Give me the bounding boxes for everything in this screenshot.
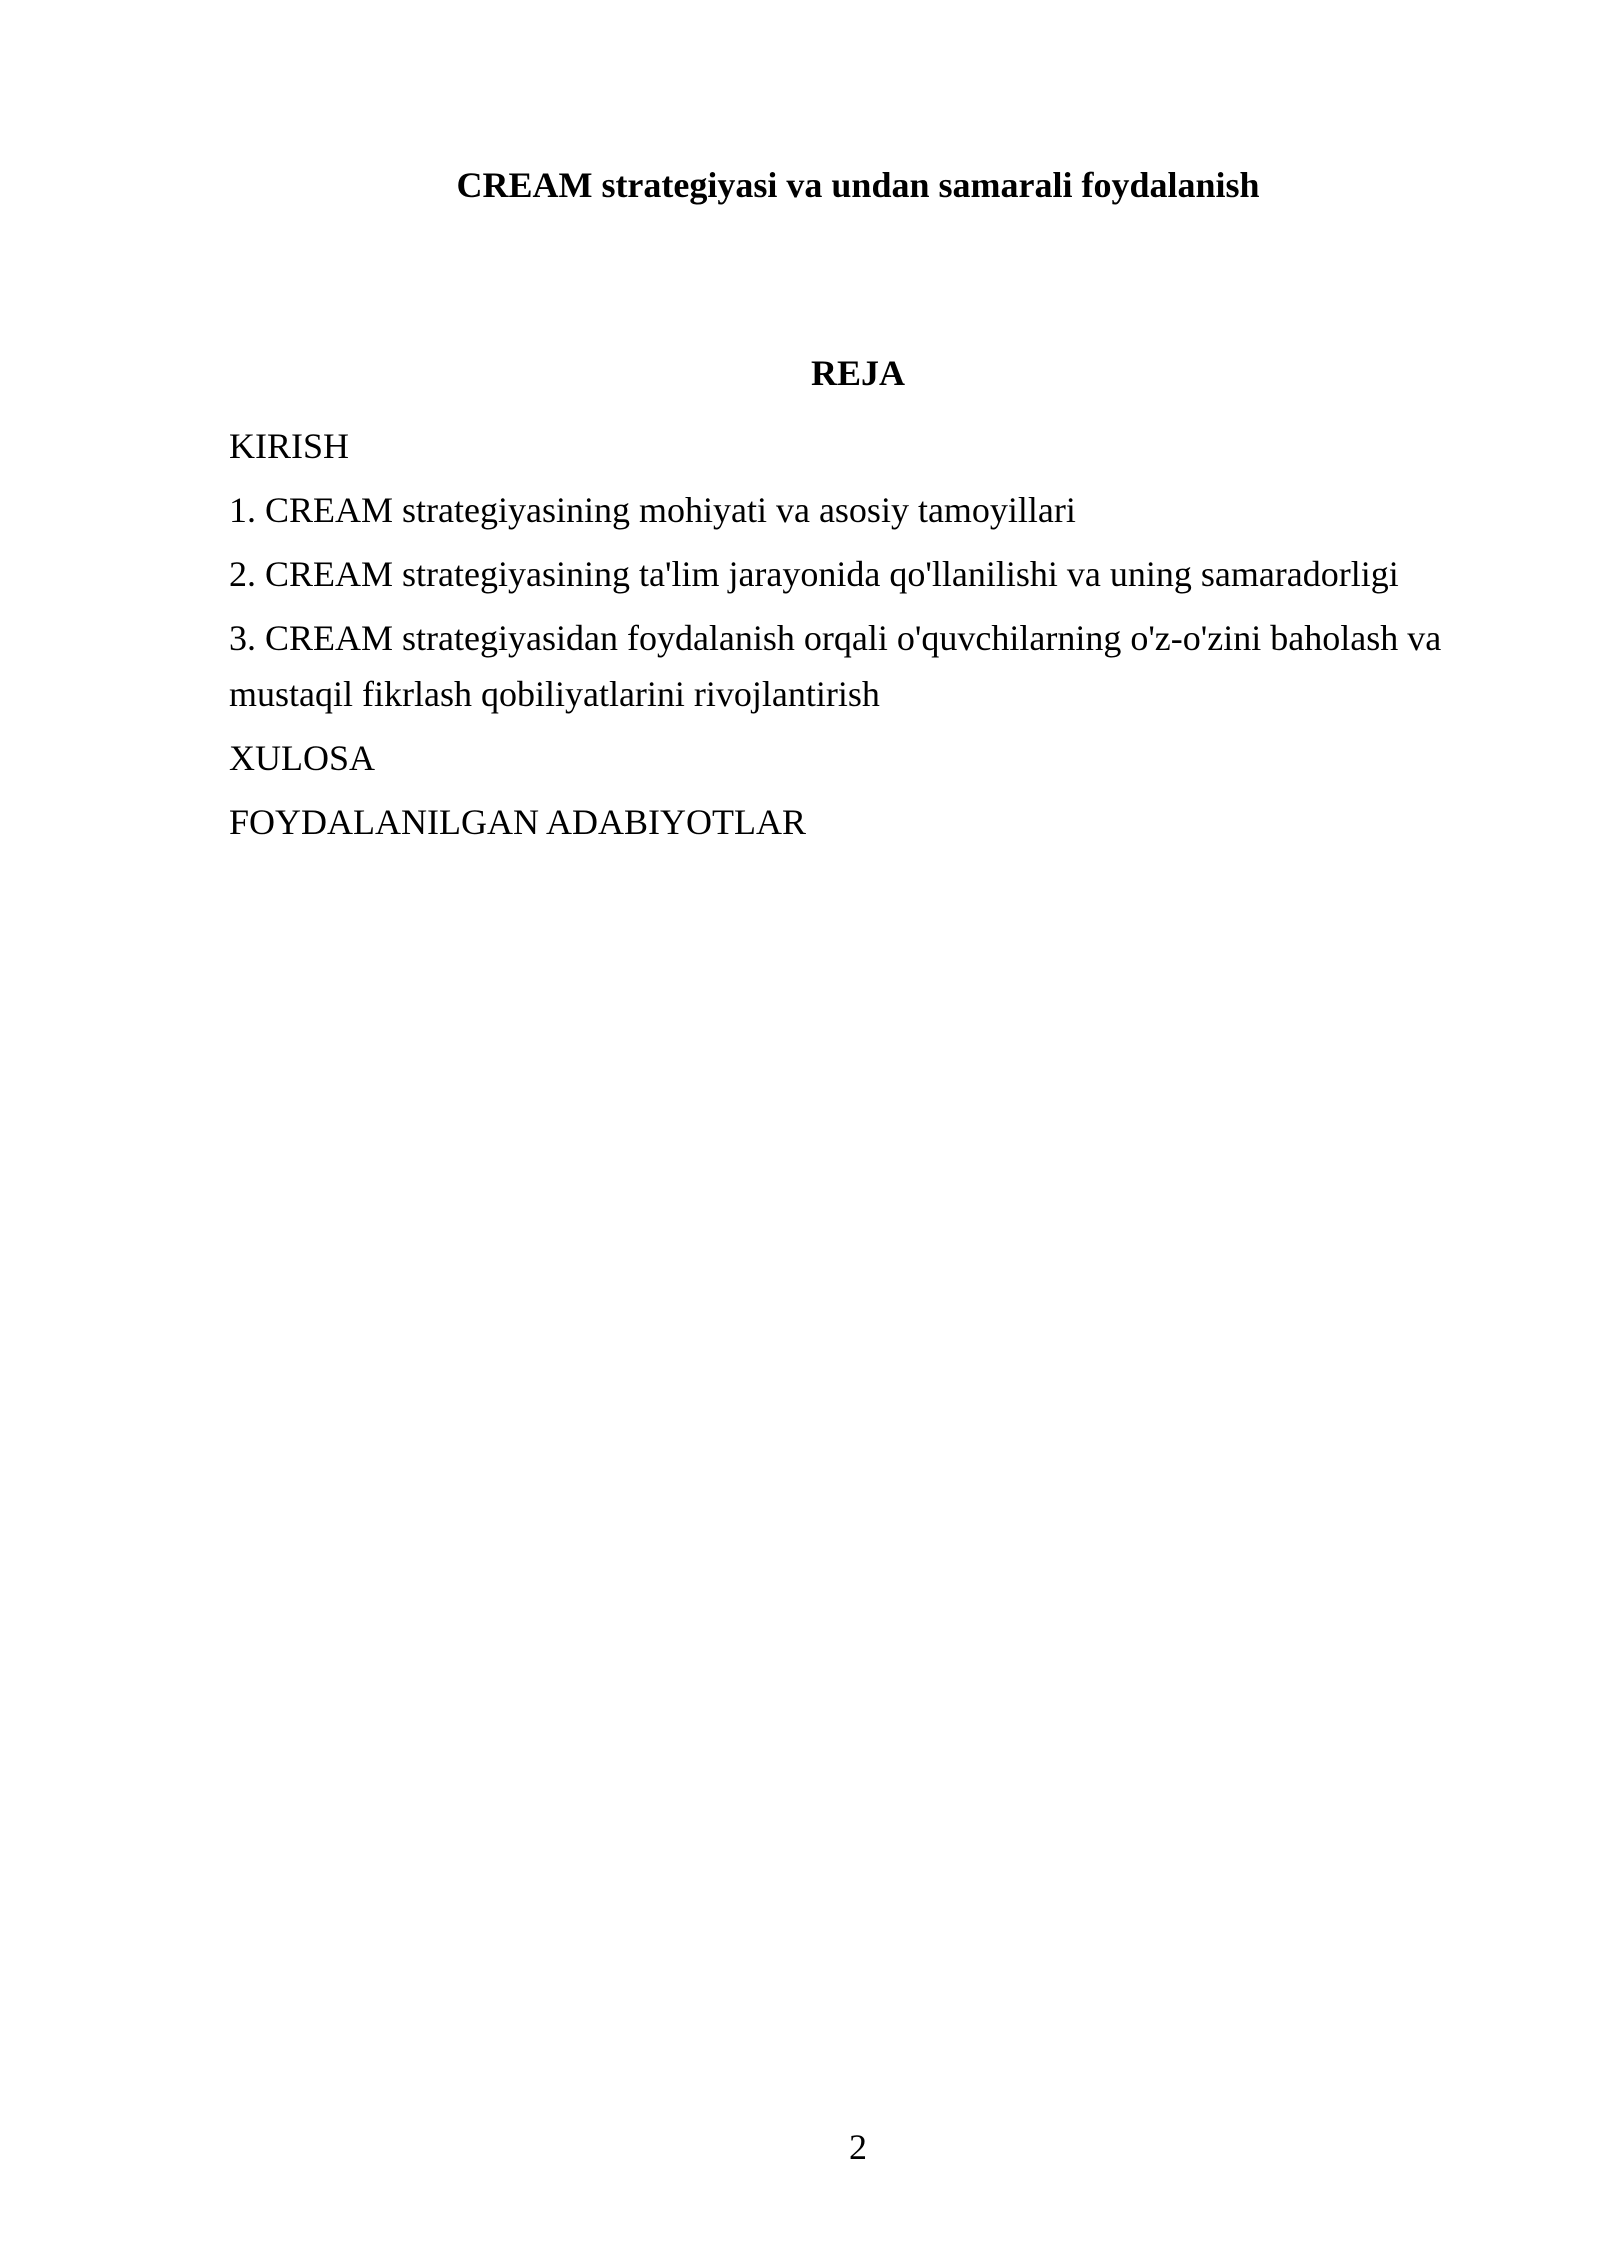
- plan-heading: REJA: [810, 353, 905, 393]
- page-number: 2: [849, 2127, 867, 2167]
- plan-item-2: 2. CREAM strategiyasining ta'lim jarayonida qo'llanilishi va uning samaradorligi: [229, 554, 1399, 594]
- plan-item-conclusion: XULOSA: [229, 738, 376, 778]
- plan-item-references: FOYDALANILGAN ADABIYOTLAR: [229, 802, 806, 842]
- plan-item-1: 1. CREAM strategiyasining mohiyati va asosiy tamoyillari: [229, 490, 1076, 530]
- plan-item-3: 3. CREAM strategiyasidan foydalanish orqali o'quvchilarning o'z-o'zini baholash va mustaqil fikrlash qobiliyatlarini rivojlantirish: [229, 618, 1442, 714]
- plan-item-introduction: KIRISH: [229, 426, 350, 466]
- document-title: CREAM strategiyasi va undan samarali foydalanish: [456, 165, 1260, 205]
- plan-list: [229, 418, 1487, 858]
